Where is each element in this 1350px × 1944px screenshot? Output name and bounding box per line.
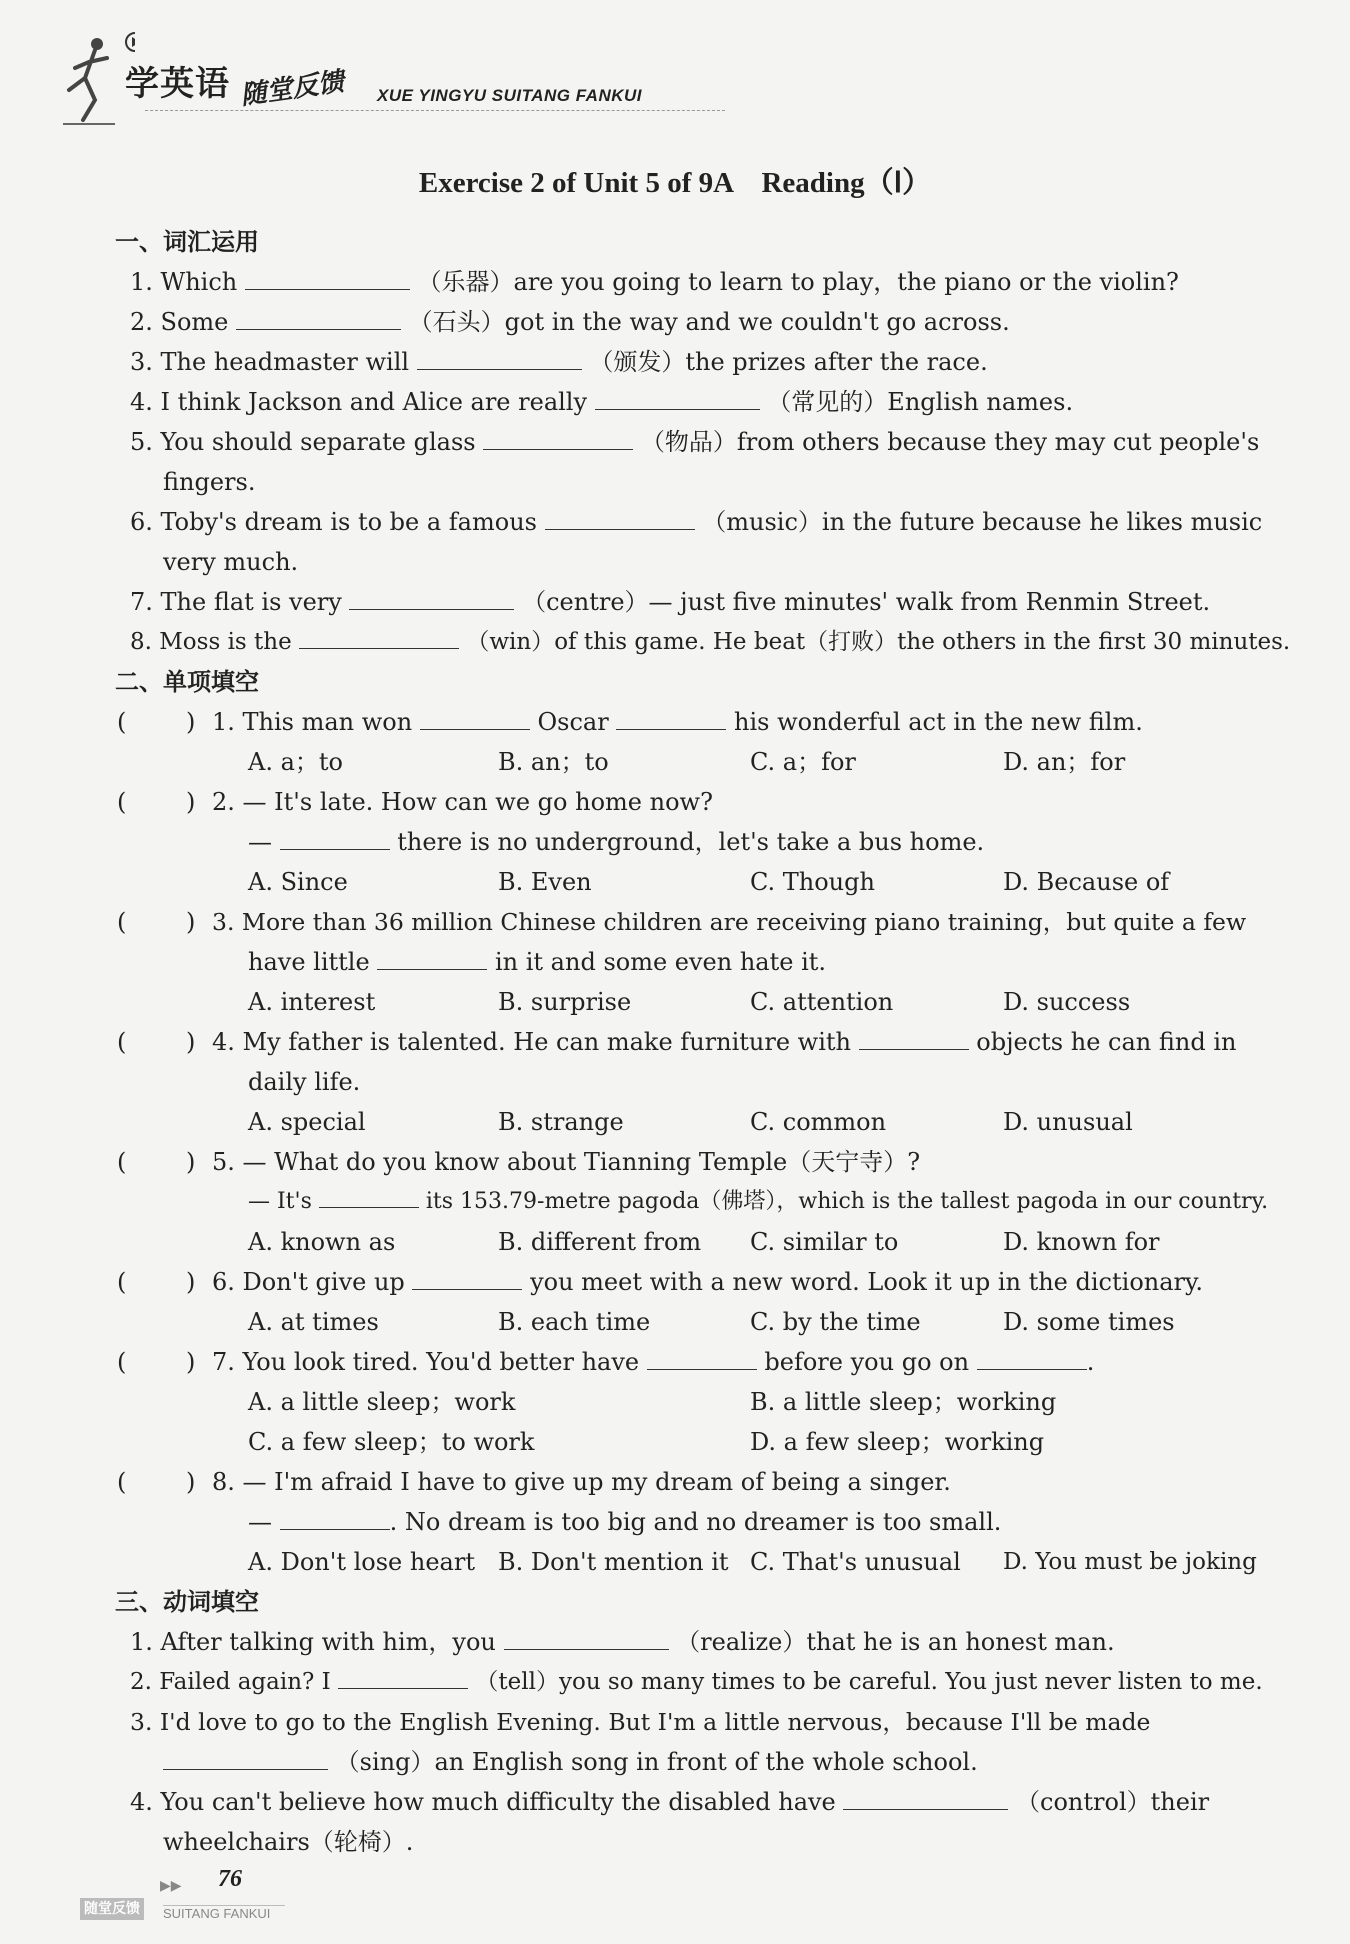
- vocab-q5-rest: （物品）from others because they may cut people's: [640, 428, 1260, 456]
- choice-q6-paren-close: ): [186, 1268, 196, 1296]
- choice-q4-option-a[interactable]: A. special: [248, 1108, 366, 1136]
- choice-q4-stem: 4. My father is talented. He can make furniture with: [212, 1028, 851, 1056]
- vocab-q1: [130, 262, 1179, 302]
- choice-q4-blank[interactable]: [859, 1027, 969, 1050]
- vocab-q8-rest: （win）of this game. He beat（打败）the others in the first 30 minutes.: [466, 629, 1291, 655]
- vocab-q8-blank[interactable]: [299, 626, 459, 649]
- choice-q5-blank[interactable]: [319, 1185, 419, 1208]
- choice-q6-option-d[interactable]: D. some times: [1003, 1308, 1175, 1336]
- vocab-q1-rest: （乐器）are you going to learn to play，the piano or the violin?: [417, 268, 1179, 296]
- choice-q1-blank2[interactable]: [616, 707, 726, 730]
- footer-pinyin: SUITANG FANKUI: [163, 1905, 285, 1921]
- choice-q5-option-c[interactable]: C. similar to: [750, 1228, 899, 1256]
- section-vocab-heading: 一、词汇运用: [115, 228, 259, 256]
- choice-q8-option-a[interactable]: A. Don't lose heart: [248, 1548, 475, 1576]
- choice-q2-dash: —: [248, 828, 272, 856]
- vocab-q3-rest: （颁发）the prizes after the race.: [589, 348, 988, 376]
- vocab-q2-stem: 2. Some: [130, 308, 229, 336]
- choice-q4-paren-open: (: [117, 1028, 127, 1056]
- choice-q1-blank1[interactable]: [420, 707, 530, 730]
- choice-q2-rest: there is no underground，let's take a bus home.: [397, 828, 985, 856]
- vocab-q3: [130, 342, 988, 382]
- vocab-q5-cont: fingers.: [163, 468, 256, 496]
- choice-q5-option-d[interactable]: D. known for: [1003, 1228, 1160, 1256]
- choice-q5-paren-open: (: [117, 1148, 127, 1176]
- choice-q6-option-c[interactable]: C. by the time: [750, 1308, 921, 1336]
- choice-q5-option-a[interactable]: A. known as: [248, 1228, 396, 1256]
- page-number: 76: [218, 1866, 242, 1892]
- choice-q1-stem: 1. This man won: [212, 708, 413, 736]
- choice-q6-stem: 6. Don't give up: [212, 1268, 405, 1296]
- choice-q8-option-b[interactable]: B. Don't mention it: [498, 1548, 729, 1576]
- choice-q4-paren-close: ): [186, 1028, 196, 1056]
- choice-q3-option-d[interactable]: D. success: [1003, 988, 1131, 1016]
- choice-q6-paren-open: (: [117, 1268, 127, 1296]
- vocab-q7-blank[interactable]: [349, 587, 514, 610]
- vocab-q4-blank[interactable]: [595, 387, 760, 410]
- verb-q3-rest: （sing）an English song in front of the whole school.: [335, 1748, 978, 1776]
- choice-q3-paren-close: ): [186, 908, 196, 936]
- choice-q5-stem: 5. — What do you know about Tianning Temple（天宁寺）?: [212, 1148, 921, 1176]
- choice-q8-line2: [248, 1502, 1001, 1542]
- header-title: 学英语: [125, 64, 230, 104]
- vocab-q6-stem: 6. Toby's dream is to be a famous: [130, 508, 537, 536]
- verb-q2-rest: （tell）you so many times to be careful. You just never listen to me.: [475, 1669, 1263, 1695]
- choice-q4-option-c[interactable]: C. common: [750, 1108, 887, 1136]
- choice-q3-rest: in it and some even hate it.: [494, 948, 827, 976]
- footer-arrow-icon: ▶▶: [160, 1878, 182, 1894]
- vocab-q6: [130, 502, 1262, 542]
- choice-q2-paren-close: ): [186, 788, 196, 816]
- choice-q2-option-a[interactable]: A. Since: [248, 868, 348, 896]
- choice-q2-option-d[interactable]: D. Because of: [1003, 868, 1170, 896]
- choice-q1-paren-open: (: [117, 708, 127, 736]
- choice-q2-option-c[interactable]: C. Though: [750, 868, 875, 896]
- vocab-q2-blank[interactable]: [236, 307, 401, 330]
- footer-tag: 随堂反馈: [80, 1898, 144, 1920]
- vocab-q2-rest: （石头）got in the way and we couldn't go across.: [408, 308, 1010, 336]
- vocab-q6-cont: very much.: [163, 548, 299, 576]
- verb-q3-line2: [163, 1742, 978, 1782]
- vocab-q5-blank[interactable]: [483, 427, 633, 450]
- verb-q3-blank[interactable]: [163, 1747, 328, 1770]
- verb-q4-stem: 4. You can't believe how much difficulty the disabled have: [130, 1788, 836, 1816]
- choice-q1: [212, 702, 1143, 742]
- choice-q2-stem: 2. — It's late. How can we go home now?: [212, 788, 713, 816]
- choice-q8-paren-close: ): [186, 1468, 196, 1496]
- choice-q6-option-b[interactable]: B. each time: [498, 1308, 651, 1336]
- choice-q4-option-d[interactable]: D. unusual: [1003, 1108, 1133, 1136]
- choice-q7-stem: 7. You look tired. You'd better have: [212, 1348, 640, 1376]
- choice-q7-option-d[interactable]: D. a few sleep；working: [750, 1428, 1045, 1456]
- vocab-q3-stem: 3. The headmaster will: [130, 348, 410, 376]
- verb-q1-stem: 1. After talking with him，you: [130, 1628, 496, 1656]
- choice-q7-blank1[interactable]: [647, 1347, 757, 1370]
- choice-q7-paren-open: (: [117, 1348, 127, 1376]
- choice-q5-rest: its 153.79-metre pagoda（佛塔），which is the tallest pagoda in our country.: [425, 1189, 1269, 1214]
- choice-q1-mid: Oscar: [537, 708, 609, 736]
- choice-q7-option-b[interactable]: B. a little sleep；working: [750, 1388, 1057, 1416]
- vocab-q2: [130, 302, 1010, 342]
- choice-q8-rest: . No dream is too big and no dreamer is too small.: [389, 1508, 1002, 1536]
- verb-q2: [130, 1662, 1263, 1702]
- verb-q1: [130, 1622, 1115, 1662]
- choice-q5-line2: [248, 1182, 1268, 1222]
- choice-q8-paren-open: (: [117, 1468, 127, 1496]
- choice-q2-line2: [248, 822, 984, 862]
- runner-logo-icon: [55, 28, 135, 128]
- choice-q5-paren-close: ): [186, 1148, 196, 1176]
- choice-q4-cont: daily life.: [248, 1068, 361, 1096]
- choice-q7: [212, 1342, 1094, 1382]
- choice-q8-option-d[interactable]: D. You must be joking: [1003, 1549, 1257, 1575]
- vocab-q3-blank[interactable]: [417, 347, 582, 370]
- choice-q1-paren-close: ): [186, 708, 196, 736]
- choice-q7-blank2[interactable]: [977, 1347, 1087, 1370]
- choice-q8-stem: 8. — I'm afraid I have to give up my dream of being a singer.: [212, 1468, 951, 1496]
- choice-q5-dash: — It's: [248, 1189, 312, 1214]
- choice-q2-option-b[interactable]: B. Even: [498, 868, 592, 896]
- choice-q1-option-d[interactable]: D. an；for: [1003, 748, 1126, 776]
- choice-q7-option-a[interactable]: A. a little sleep；work: [248, 1388, 516, 1416]
- header-subtitle: 随堂反馈: [238, 66, 346, 112]
- choice-q3-blank[interactable]: [377, 947, 487, 970]
- choice-q2-paren-open: (: [117, 788, 127, 816]
- choice-q1-rest: his wonderful act in the new film.: [734, 708, 1143, 736]
- choice-q4-option-b[interactable]: B. strange: [498, 1108, 624, 1136]
- vocab-q7-stem: 7. The flat is very: [130, 588, 342, 616]
- vocab-q5: [130, 422, 1259, 462]
- section-verb-heading: 三、动词填空: [115, 1588, 259, 1616]
- verb-q4-rest: （control）their: [1016, 1788, 1210, 1816]
- choice-q3-stem: 3. More than 36 million Chinese children are receiving piano training，but quite a few: [212, 908, 1247, 936]
- choice-q4-rest: objects he can find in: [976, 1028, 1237, 1056]
- vocab-q1-stem: 1. Which: [130, 268, 238, 296]
- vocab-q8: [130, 622, 1290, 662]
- verb-q1-blank[interactable]: [504, 1627, 669, 1650]
- choice-q1-option-b[interactable]: B. an；to: [498, 748, 609, 776]
- verb-q2-blank[interactable]: [338, 1666, 468, 1689]
- verb-q1-rest: （realize）that he is an honest man.: [676, 1628, 1115, 1656]
- vocab-q4-rest: （常见的）English names.: [767, 388, 1074, 416]
- header-divider: [145, 110, 725, 111]
- choice-q6: [212, 1262, 1203, 1302]
- choice-q8-option-c[interactable]: C. That's unusual: [750, 1548, 961, 1576]
- vocab-q7: [130, 582, 1210, 622]
- choice-q6-blank[interactable]: [412, 1267, 522, 1290]
- vocab-q6-rest: （music）in the future because he likes music: [702, 508, 1263, 536]
- vocab-q7-rest: （centre）— just five minutes' walk from Renmin Street.: [522, 588, 1211, 616]
- exercise-title: Exercise 2 of Unit 5 of 9A Reading（Ⅰ）: [418, 167, 932, 199]
- choice-q6-rest: you meet with a new word. Look it up in the dictionary.: [530, 1268, 1204, 1296]
- choice-q8-dash: —: [248, 1508, 272, 1536]
- vocab-q4: [130, 382, 1073, 422]
- choice-q2-blank[interactable]: [280, 827, 390, 850]
- vocab-q6-blank[interactable]: [545, 507, 695, 530]
- choice-q7-option-c[interactable]: C. a few sleep；to work: [248, 1428, 535, 1456]
- section-choice-heading: 二、单项填空: [115, 668, 259, 696]
- choice-q7-end: .: [1086, 1348, 1095, 1376]
- vocab-q4-stem: 4. I think Jackson and Alice are really: [130, 388, 588, 416]
- vocab-q8-stem: 8. Moss is the: [130, 629, 292, 655]
- vocab-q5-stem: 5. You should separate glass: [130, 428, 476, 456]
- verb-q4-cont: wheelchairs（轮椅）.: [163, 1828, 414, 1856]
- choice-q1-option-a[interactable]: A. a；to: [248, 748, 343, 776]
- choice-q3-option-c[interactable]: C. attention: [750, 988, 894, 1016]
- choice-q4: [212, 1022, 1236, 1062]
- verb-q2-stem: 2. Failed again? I: [130, 1669, 331, 1695]
- choice-q1-option-c[interactable]: C. a；for: [750, 748, 856, 776]
- verb-q4: [130, 1782, 1209, 1822]
- header: [55, 28, 675, 128]
- header-pinyin: XUE YINGYU SUITANG FANKUI: [377, 86, 643, 105]
- verb-q3-stem: 3. I'd love to go to the English Evening. But I'm a little nervous，because I'll be made: [130, 1708, 1151, 1736]
- choice-q3-line2: [248, 942, 826, 982]
- choice-q7-paren-close: ): [186, 1348, 196, 1376]
- choice-q7-mid: before you go on: [764, 1348, 970, 1376]
- choice-q6-option-a[interactable]: A. at times: [248, 1308, 379, 1336]
- choice-q3-mid: have little: [248, 948, 370, 976]
- vocab-q1-blank[interactable]: [245, 267, 410, 290]
- verb-q4-blank[interactable]: [843, 1787, 1008, 1810]
- choice-q5-option-b[interactable]: B. different from: [498, 1228, 702, 1256]
- choice-q8-blank[interactable]: [280, 1507, 390, 1530]
- choice-q3-paren-open: (: [117, 908, 127, 936]
- choice-q3-option-a[interactable]: A. interest: [248, 988, 376, 1016]
- choice-q3-option-b[interactable]: B. surprise: [498, 988, 632, 1016]
